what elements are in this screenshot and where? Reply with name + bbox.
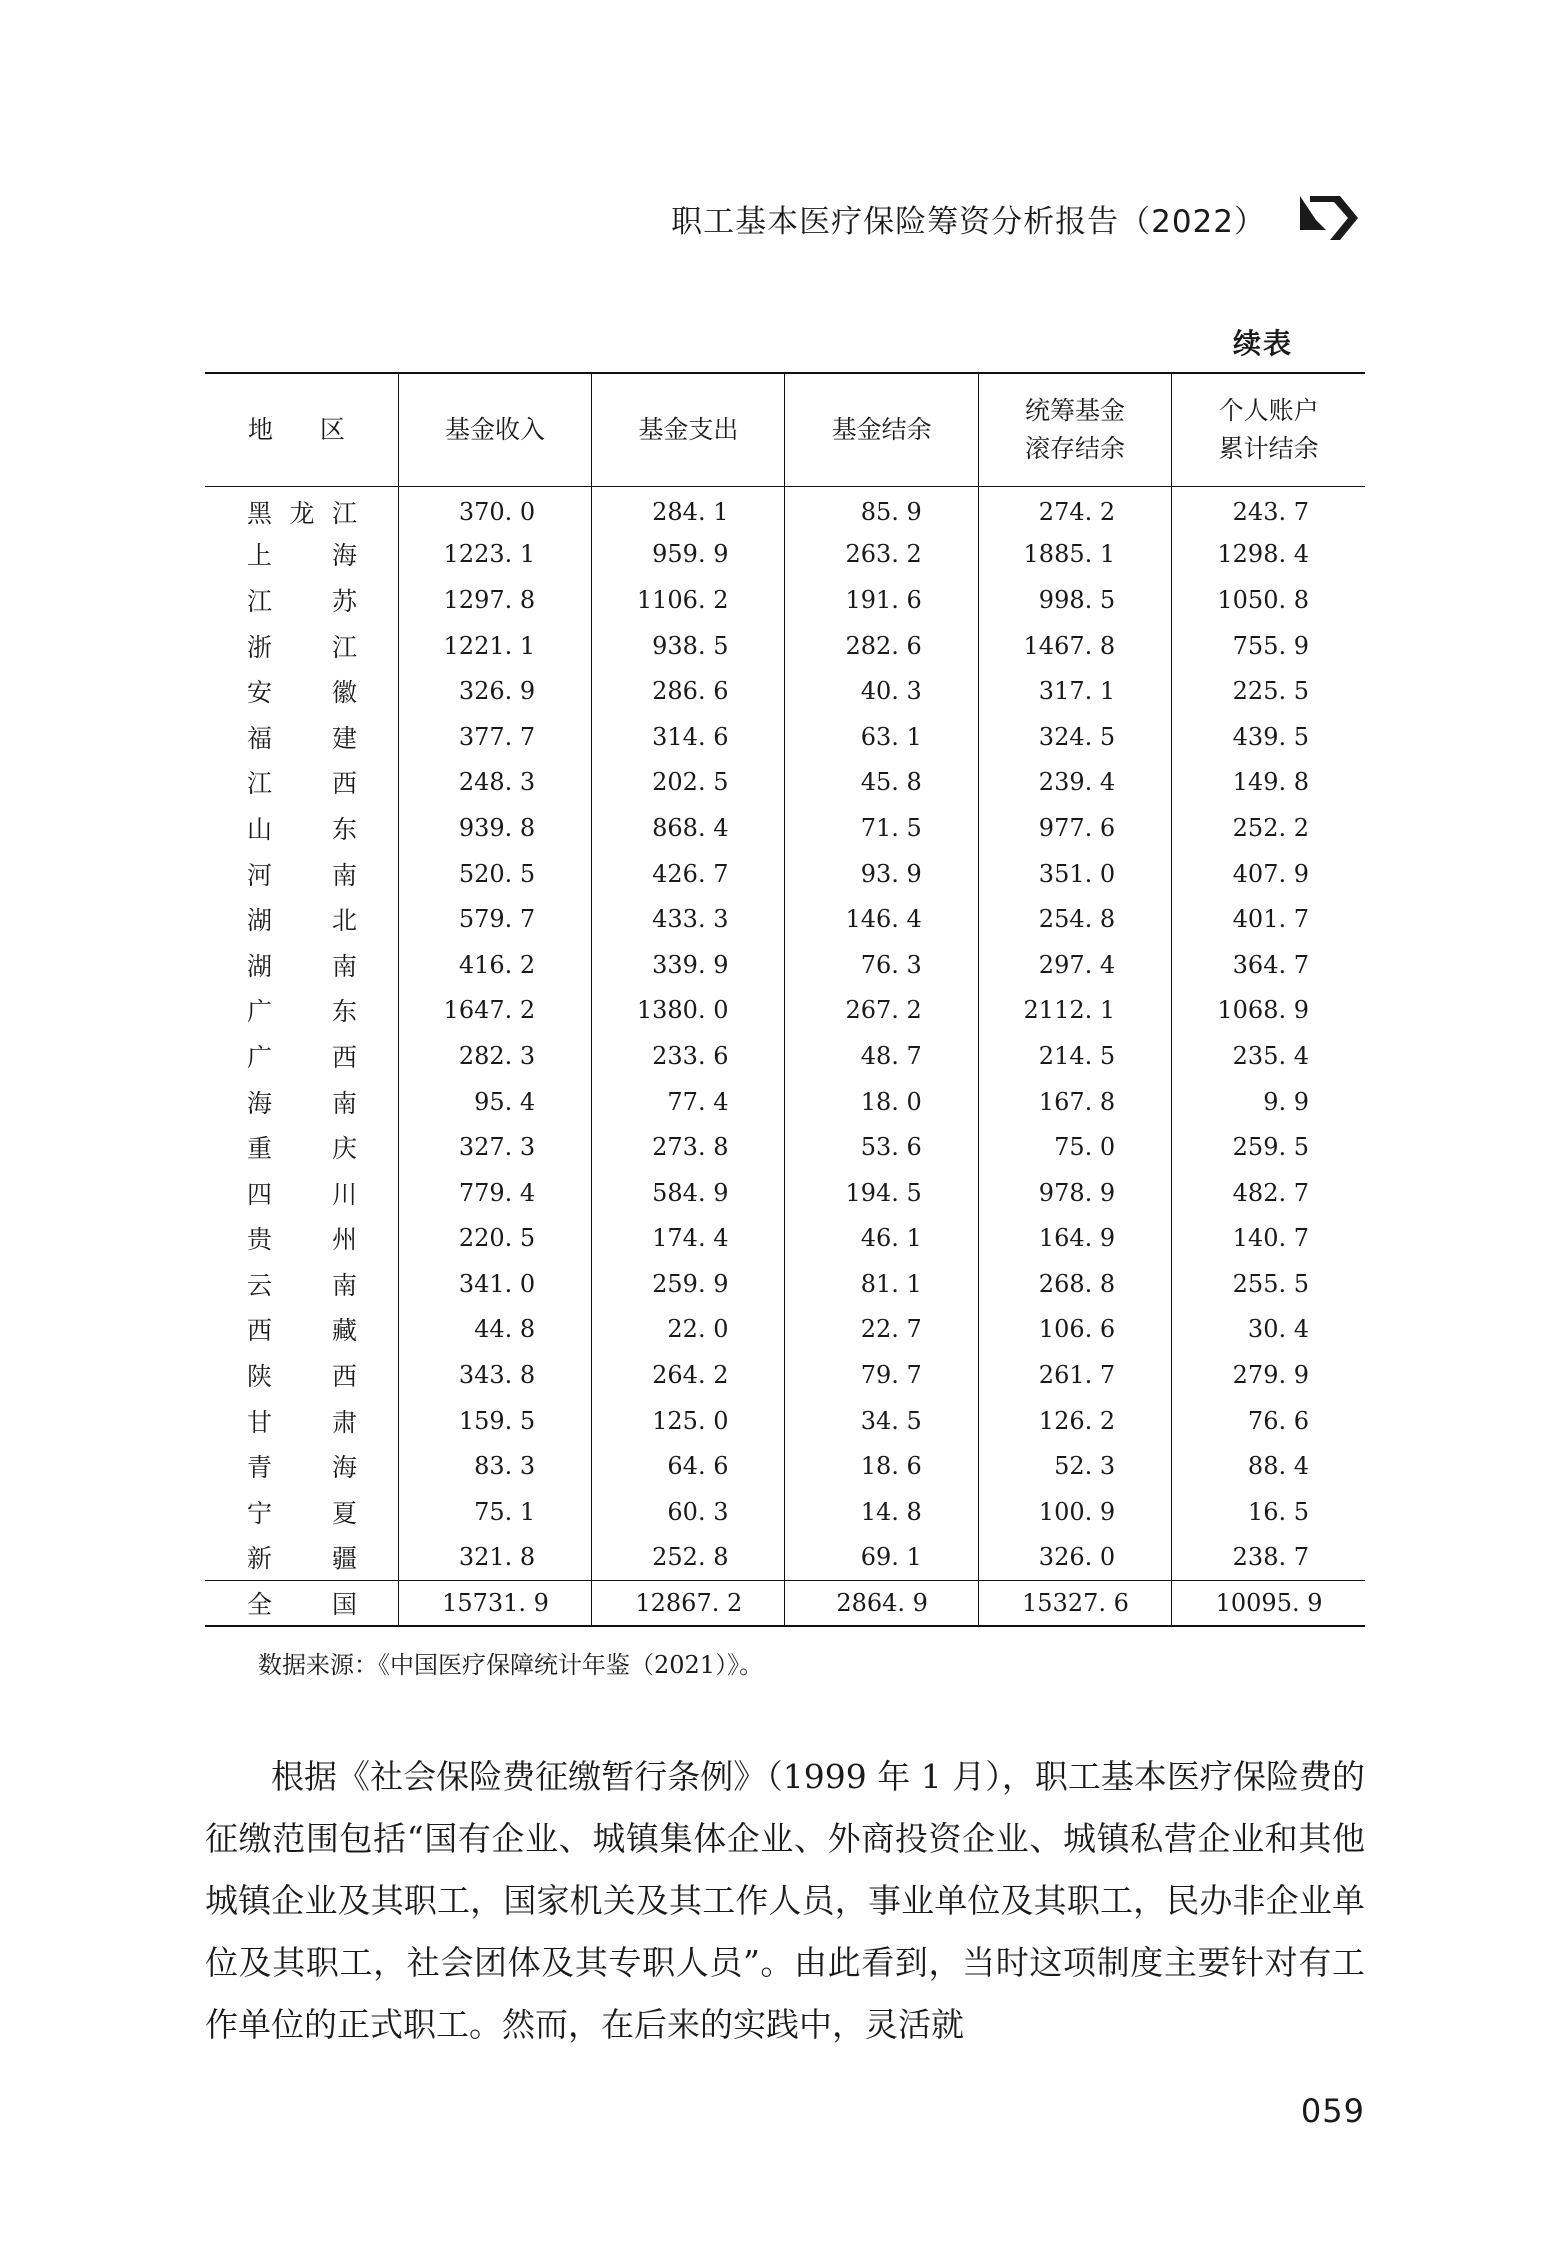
value-cell: 326. 9 [398,668,591,714]
value-cell: 755. 9 [1172,623,1365,669]
region-cell [205,942,398,988]
value-cell: 126. 2 [978,1398,1171,1444]
value-cell: 364. 7 [1172,942,1365,988]
value-cell: 282. 6 [785,623,978,669]
value-cell: 81. 1 [785,1261,978,1307]
table-row [205,1443,1365,1489]
region-cell [205,988,398,1034]
value-cell: 584. 9 [592,1170,785,1216]
region-cell [205,1261,398,1307]
region-name-char: 江 [331,499,357,529]
value-cell: 284. 1 [592,486,785,532]
value-cell: 1050. 8 [1172,577,1365,623]
value-cell: 214. 5 [978,1033,1171,1079]
table-row [205,851,1365,897]
table-row [205,896,1365,942]
value-cell: 259. 9 [592,1261,785,1307]
value-cell: 88. 4 [1172,1443,1365,1489]
region-name-char: 江 [247,586,273,616]
page-number: 059 [1300,2092,1365,2130]
column-header-region [205,373,398,486]
value-cell: 146. 4 [785,896,978,942]
value-cell: 977. 6 [978,805,1171,851]
region-name-char: 甘 [247,1407,273,1437]
region-cell [205,668,398,714]
value-cell: 297. 4 [978,942,1171,988]
value-cell: 341. 0 [398,1261,591,1307]
region-name-char: 庆 [331,1134,357,1164]
value-cell: 433. 3 [592,896,785,942]
region-cell [205,851,398,897]
region-name-char: 四 [247,1179,273,1209]
table-header-row [205,373,1365,486]
running-header-title: 职工基本医疗保险筹资分析报告（2022） [671,204,1266,240]
region-name-char: 山 [247,814,273,844]
region-cell [205,1489,398,1535]
value-cell: 45. 8 [785,760,978,806]
value-cell: 69. 1 [785,1535,978,1581]
column-header-expenditure: 基金支出 [592,373,785,486]
value-cell: 978. 9 [978,1170,1171,1216]
value-cell: 1106. 2 [592,577,785,623]
value-cell: 191. 6 [785,577,978,623]
region-name-char: 黑 [247,499,273,529]
value-cell: 1885. 1 [978,532,1171,578]
value-cell: 868. 4 [592,805,785,851]
table-row [205,1216,1365,1262]
value-cell: 75. 1 [398,1489,591,1535]
region-name-char: 海 [331,1453,357,1483]
region-name-char: 江 [247,769,273,799]
region-cell [205,1398,398,1444]
region-cell [205,1580,398,1626]
value-cell: 263. 2 [785,532,978,578]
value-cell: 53. 6 [785,1124,978,1170]
table-total-row [205,1580,1365,1626]
region-cell [205,896,398,942]
region-name-char: 宁 [247,1498,273,1528]
value-cell: 159. 5 [398,1398,591,1444]
value-cell: 235. 4 [1172,1033,1365,1079]
table-row [205,577,1365,623]
value-cell: 140. 7 [1172,1216,1365,1262]
region-name-char: 西 [331,769,357,799]
value-cell: 30. 4 [1172,1307,1365,1353]
region-name-char: 南 [331,860,357,890]
value-cell: 248. 3 [398,760,591,806]
value-cell: 22. 7 [785,1307,978,1353]
value-cell: 100. 9 [978,1489,1171,1535]
table-row [205,1307,1365,1353]
value-cell: 1297. 8 [398,577,591,623]
value-cell: 407. 9 [1172,851,1365,897]
region-name-char: 全 [247,1589,273,1619]
value-cell: 482. 7 [1172,1170,1365,1216]
region-cell [205,577,398,623]
table-row [205,623,1365,669]
value-cell: 998. 5 [978,577,1171,623]
region-name-char: 南 [331,1088,357,1118]
region-name-char: 青 [247,1453,273,1483]
table-body [205,486,1365,1626]
region-name-char: 川 [331,1179,357,1209]
region-cell [205,1033,398,1079]
region-cell [205,1535,398,1581]
region-name-char: 上 [247,541,273,571]
region-name-char: 广 [247,1042,273,1072]
region-name-char: 重 [247,1134,273,1164]
value-cell: 252. 8 [592,1535,785,1581]
region-cell [205,1170,398,1216]
region-name-char: 西 [331,1042,357,1072]
value-cell: 351. 0 [978,851,1171,897]
table-row [205,805,1365,851]
value-cell: 14. 8 [785,1489,978,1535]
value-cell: 220. 5 [398,1216,591,1262]
region-cell [205,623,398,669]
region-cell [205,714,398,760]
value-cell: 339. 9 [592,942,785,988]
table-row [205,760,1365,806]
value-cell: 2112. 1 [978,988,1171,1034]
value-cell: 267. 2 [785,988,978,1034]
region-cell [205,1079,398,1125]
value-cell: 22. 0 [592,1307,785,1353]
value-cell: 12867. 2 [592,1580,785,1626]
region-name-char: 国 [331,1589,357,1619]
region-name-char: 肃 [331,1407,357,1437]
value-cell: 1068. 9 [1172,988,1365,1034]
value-cell: 71. 5 [785,805,978,851]
header-logo-icon [1296,190,1368,246]
table-row [205,1079,1365,1125]
table-row [205,486,1365,532]
value-cell: 95. 4 [398,1079,591,1125]
region-name-char: 陕 [247,1362,273,1392]
value-cell: 252. 2 [1172,805,1365,851]
value-cell: 343. 8 [398,1352,591,1398]
region-name-char: 苏 [331,586,357,616]
value-cell: 243. 7 [1172,486,1365,532]
value-cell: 9. 9 [1172,1079,1365,1125]
value-cell: 174. 4 [592,1216,785,1262]
region-name-char: 建 [331,723,357,753]
value-cell: 520. 5 [398,851,591,897]
region-name-char: 云 [247,1270,273,1300]
region-name-char: 东 [331,997,357,1027]
region-name-char: 湖 [247,951,273,981]
value-cell: 85. 9 [785,486,978,532]
value-cell: 439. 5 [1172,714,1365,760]
value-cell: 63. 1 [785,714,978,760]
column-header-pooled-fund [978,373,1171,486]
column-header-line: 累计结余 [1218,433,1319,463]
value-cell: 1223. 1 [398,532,591,578]
value-cell: 83. 3 [398,1443,591,1489]
value-cell: 279. 9 [1172,1352,1365,1398]
region-name-char: 藏 [331,1316,357,1346]
value-cell: 579. 7 [398,896,591,942]
value-cell: 239. 4 [978,760,1171,806]
value-cell: 255. 5 [1172,1261,1365,1307]
value-cell: 75. 0 [978,1124,1171,1170]
column-header-line: 统筹基金 [1024,395,1125,425]
table-row [205,988,1365,1034]
value-cell: 238. 7 [1172,1535,1365,1581]
region-name-char: 贵 [247,1225,273,1255]
value-cell: 1298. 4 [1172,532,1365,578]
region-name-char: 广 [247,997,273,1027]
column-header-region-char: 地 [248,414,274,444]
table-row [205,532,1365,578]
region-name-char: 西 [331,1362,357,1392]
region-name-char: 新 [247,1544,273,1574]
value-cell: 938. 5 [592,623,785,669]
table-row [205,1261,1365,1307]
value-cell: 16. 5 [1172,1489,1365,1535]
region-name-char: 夏 [331,1498,357,1528]
region-name-char: 海 [331,541,357,571]
body-paragraph: 根据《社会保险费征缴暂行条例》（1999 年 1 月），职工基本医疗保险费的征缴范围包括“国有企业、城镇集体企业、外商投资企业、城镇私营企业和其他城镇企业及其职工，国家机关及其工作人员，事业单位及其职工，民办非企业单位及其职工，社会团体及其专职人员”。由此看到，当时这项制度主要针对有工作单位的正式职工。然而，在后来的实践中，灵活就 [205,1757,1365,2044]
value-cell: 264. 2 [592,1352,785,1398]
value-cell: 2864. 9 [785,1580,978,1626]
region-name-char: 福 [247,723,273,753]
table-row [205,1398,1365,1444]
value-cell: 1380. 0 [592,988,785,1034]
value-cell: 1647. 2 [398,988,591,1034]
value-cell: 125. 0 [592,1398,785,1444]
table-row [205,1124,1365,1170]
region-name-char: 浙 [247,632,273,662]
table-row [205,668,1365,714]
value-cell: 370. 0 [398,486,591,532]
column-header-region-char: 区 [319,414,345,444]
table-row [205,942,1365,988]
value-cell: 149. 8 [1172,760,1365,806]
value-cell: 52. 3 [978,1443,1171,1489]
value-cell: 18. 0 [785,1079,978,1125]
region-cell [205,805,398,851]
value-cell: 268. 8 [978,1261,1171,1307]
value-cell: 194. 5 [785,1170,978,1216]
value-cell: 225. 5 [1172,668,1365,714]
value-cell: 93. 9 [785,851,978,897]
value-cell: 959. 9 [592,532,785,578]
region-name-char: 南 [331,1270,357,1300]
value-cell: 274. 2 [978,486,1171,532]
region-cell [205,1216,398,1262]
region-name-char: 西 [247,1316,273,1346]
value-cell: 317. 1 [978,668,1171,714]
region-name-char: 江 [331,632,357,662]
value-cell: 10095. 9 [1172,1580,1365,1626]
column-header-line: 个人账户 [1218,395,1319,425]
value-cell: 327. 3 [398,1124,591,1170]
value-cell: 18. 6 [785,1443,978,1489]
value-cell: 416. 2 [398,942,591,988]
region-name-char: 南 [331,951,357,981]
region-cell [205,532,398,578]
region-cell [205,1443,398,1489]
value-cell: 106. 6 [978,1307,1171,1353]
region-cell [205,1352,398,1398]
value-cell: 34. 5 [785,1398,978,1444]
region-name-char: 东 [331,814,357,844]
value-cell: 426. 7 [592,851,785,897]
table-source-note: 数据来源：《中国医疗保障统计年鉴（2021）》。 [258,1651,764,1679]
value-cell: 321. 8 [398,1535,591,1581]
value-cell: 202. 5 [592,760,785,806]
value-cell: 164. 9 [978,1216,1171,1262]
value-cell: 324. 5 [978,714,1171,760]
value-cell: 233. 6 [592,1033,785,1079]
value-cell: 282. 3 [398,1033,591,1079]
column-header-balance: 基金结余 [785,373,978,486]
table-row [205,1535,1365,1581]
value-cell: 779. 4 [398,1170,591,1216]
column-header-income: 基金收入 [398,373,591,486]
value-cell: 254. 8 [978,896,1171,942]
value-cell: 46. 1 [785,1216,978,1262]
table-row [205,1033,1365,1079]
value-cell: 326. 0 [978,1535,1171,1581]
value-cell: 261. 7 [978,1352,1171,1398]
value-cell: 48. 7 [785,1033,978,1079]
value-cell: 259. 5 [1172,1124,1365,1170]
value-cell: 60. 3 [592,1489,785,1535]
value-cell: 1467. 8 [978,623,1171,669]
value-cell: 401. 7 [1172,896,1365,942]
value-cell: 79. 7 [785,1352,978,1398]
value-cell: 167. 8 [978,1079,1171,1125]
region-name-char: 北 [331,906,357,936]
value-cell: 64. 6 [592,1443,785,1489]
region-name-char: 湖 [247,906,273,936]
value-cell: 15731. 9 [398,1580,591,1626]
region-name-char: 海 [247,1088,273,1118]
value-cell: 939. 8 [398,805,591,851]
value-cell: 44. 8 [398,1307,591,1353]
region-name-char: 徽 [331,678,357,708]
region-cell [205,1124,398,1170]
value-cell: 15327. 6 [978,1580,1171,1626]
table-row [205,714,1365,760]
region-name-char: 安 [247,678,273,708]
value-cell: 40. 3 [785,668,978,714]
value-cell: 377. 7 [398,714,591,760]
table-continued-label: 续表 [1233,327,1294,360]
table-row [205,1170,1365,1216]
table-row [205,1352,1365,1398]
region-name-char: 州 [331,1225,357,1255]
value-cell: 286. 6 [592,668,785,714]
value-cell: 77. 4 [592,1079,785,1125]
region-name-char: 疆 [331,1544,357,1574]
value-cell: 1221. 1 [398,623,591,669]
region-cell [205,1307,398,1353]
value-cell: 314. 6 [592,714,785,760]
column-header-line: 滚存结余 [1024,433,1125,463]
column-header-personal-account [1172,373,1365,486]
table-row [205,1489,1365,1535]
region-name-char: 龙 [289,499,315,529]
fund-table [205,372,1365,1627]
value-cell: 76. 3 [785,942,978,988]
value-cell: 273. 8 [592,1124,785,1170]
region-cell [205,486,398,532]
region-name-char: 河 [247,860,273,890]
region-cell [205,760,398,806]
value-cell: 76. 6 [1172,1398,1365,1444]
body-text [205,1746,1365,2056]
